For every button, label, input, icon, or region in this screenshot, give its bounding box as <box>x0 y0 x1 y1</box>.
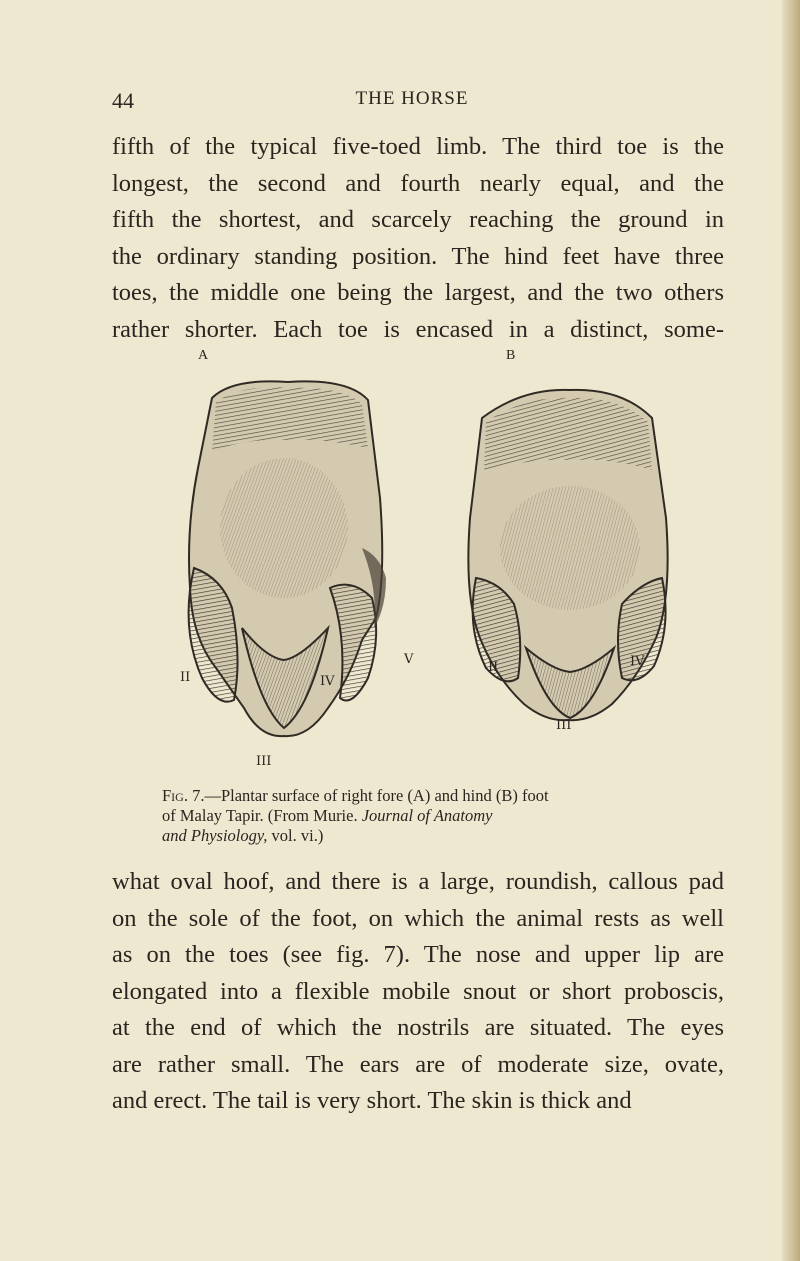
figure-caption <box>162 786 722 846</box>
text-line: the ordinary standing position. The hind feet have three <box>112 242 724 270</box>
text-line: rather shorter. Each toe is encased in a distinct, some- <box>112 315 724 343</box>
figure-tapir-feet <box>150 348 710 788</box>
fore-toe-label: II <box>180 670 191 685</box>
hind-toe-label: III <box>556 718 572 733</box>
figure-label-b: B <box>506 348 516 363</box>
hind-toe-label: IV <box>630 654 645 669</box>
text-line: elongated into a flexible mobile snout or short proboscis, <box>112 977 724 1005</box>
text-line: and erect. The tail is very short. The skin is thick and <box>112 1087 632 1114</box>
text-line: at the end of which the nostrils are situated. The eyes <box>112 1014 724 1041</box>
hind-foot-illustration <box>452 378 688 748</box>
caption-volume: vol. vi.) <box>271 826 324 845</box>
caption-text: of Malay Tapir. (From Murie. <box>162 806 358 825</box>
running-title: THE HORSE <box>355 88 469 109</box>
page-header <box>112 88 712 118</box>
caption-journal-title: Journal of Anatomy <box>361 806 493 825</box>
text-line: fifth of the typical five-toed limb. The third toe is the <box>112 133 724 160</box>
caption-line <box>162 826 722 846</box>
caption-fig-label: Fig. 7. <box>162 786 205 805</box>
caption-line <box>162 786 722 806</box>
paragraph-bottom <box>112 864 724 1120</box>
text-line: longest, the second and fourth nearly equal, and the <box>112 169 724 197</box>
text-line: are rather small. The ears are of moderate size, ovate, <box>112 1050 724 1078</box>
fore-toe-label: IV <box>320 674 335 689</box>
text-line: toes, the middle one being the largest, and the two others <box>112 279 724 306</box>
caption-line <box>162 806 722 826</box>
text-line: fifth the shortest, and scarcely reaching the ground in <box>112 206 724 233</box>
text-line: as on the toes (see fig. 7). The nose and upper lip are <box>112 941 724 968</box>
text-line: on the sole of the foot, on which the animal rests as well <box>112 904 724 932</box>
fore-foot-illustration <box>172 378 404 748</box>
page-number: 44 <box>112 88 134 113</box>
caption-journal-title: and Physiology, <box>162 826 268 845</box>
hind-toe-label: II <box>488 660 499 675</box>
paragraph-top <box>112 129 724 348</box>
caption-text: —Plantar surface of right fore (A) and hind (B) foot <box>204 786 549 805</box>
text-line: what oval hoof, and there is a large, roundish, callous pad <box>112 868 724 895</box>
figure-label-a: A <box>198 348 209 363</box>
page-edge <box>782 0 800 1261</box>
fore-toe-label: V <box>404 652 414 667</box>
fore-toe-label: III <box>256 754 272 769</box>
